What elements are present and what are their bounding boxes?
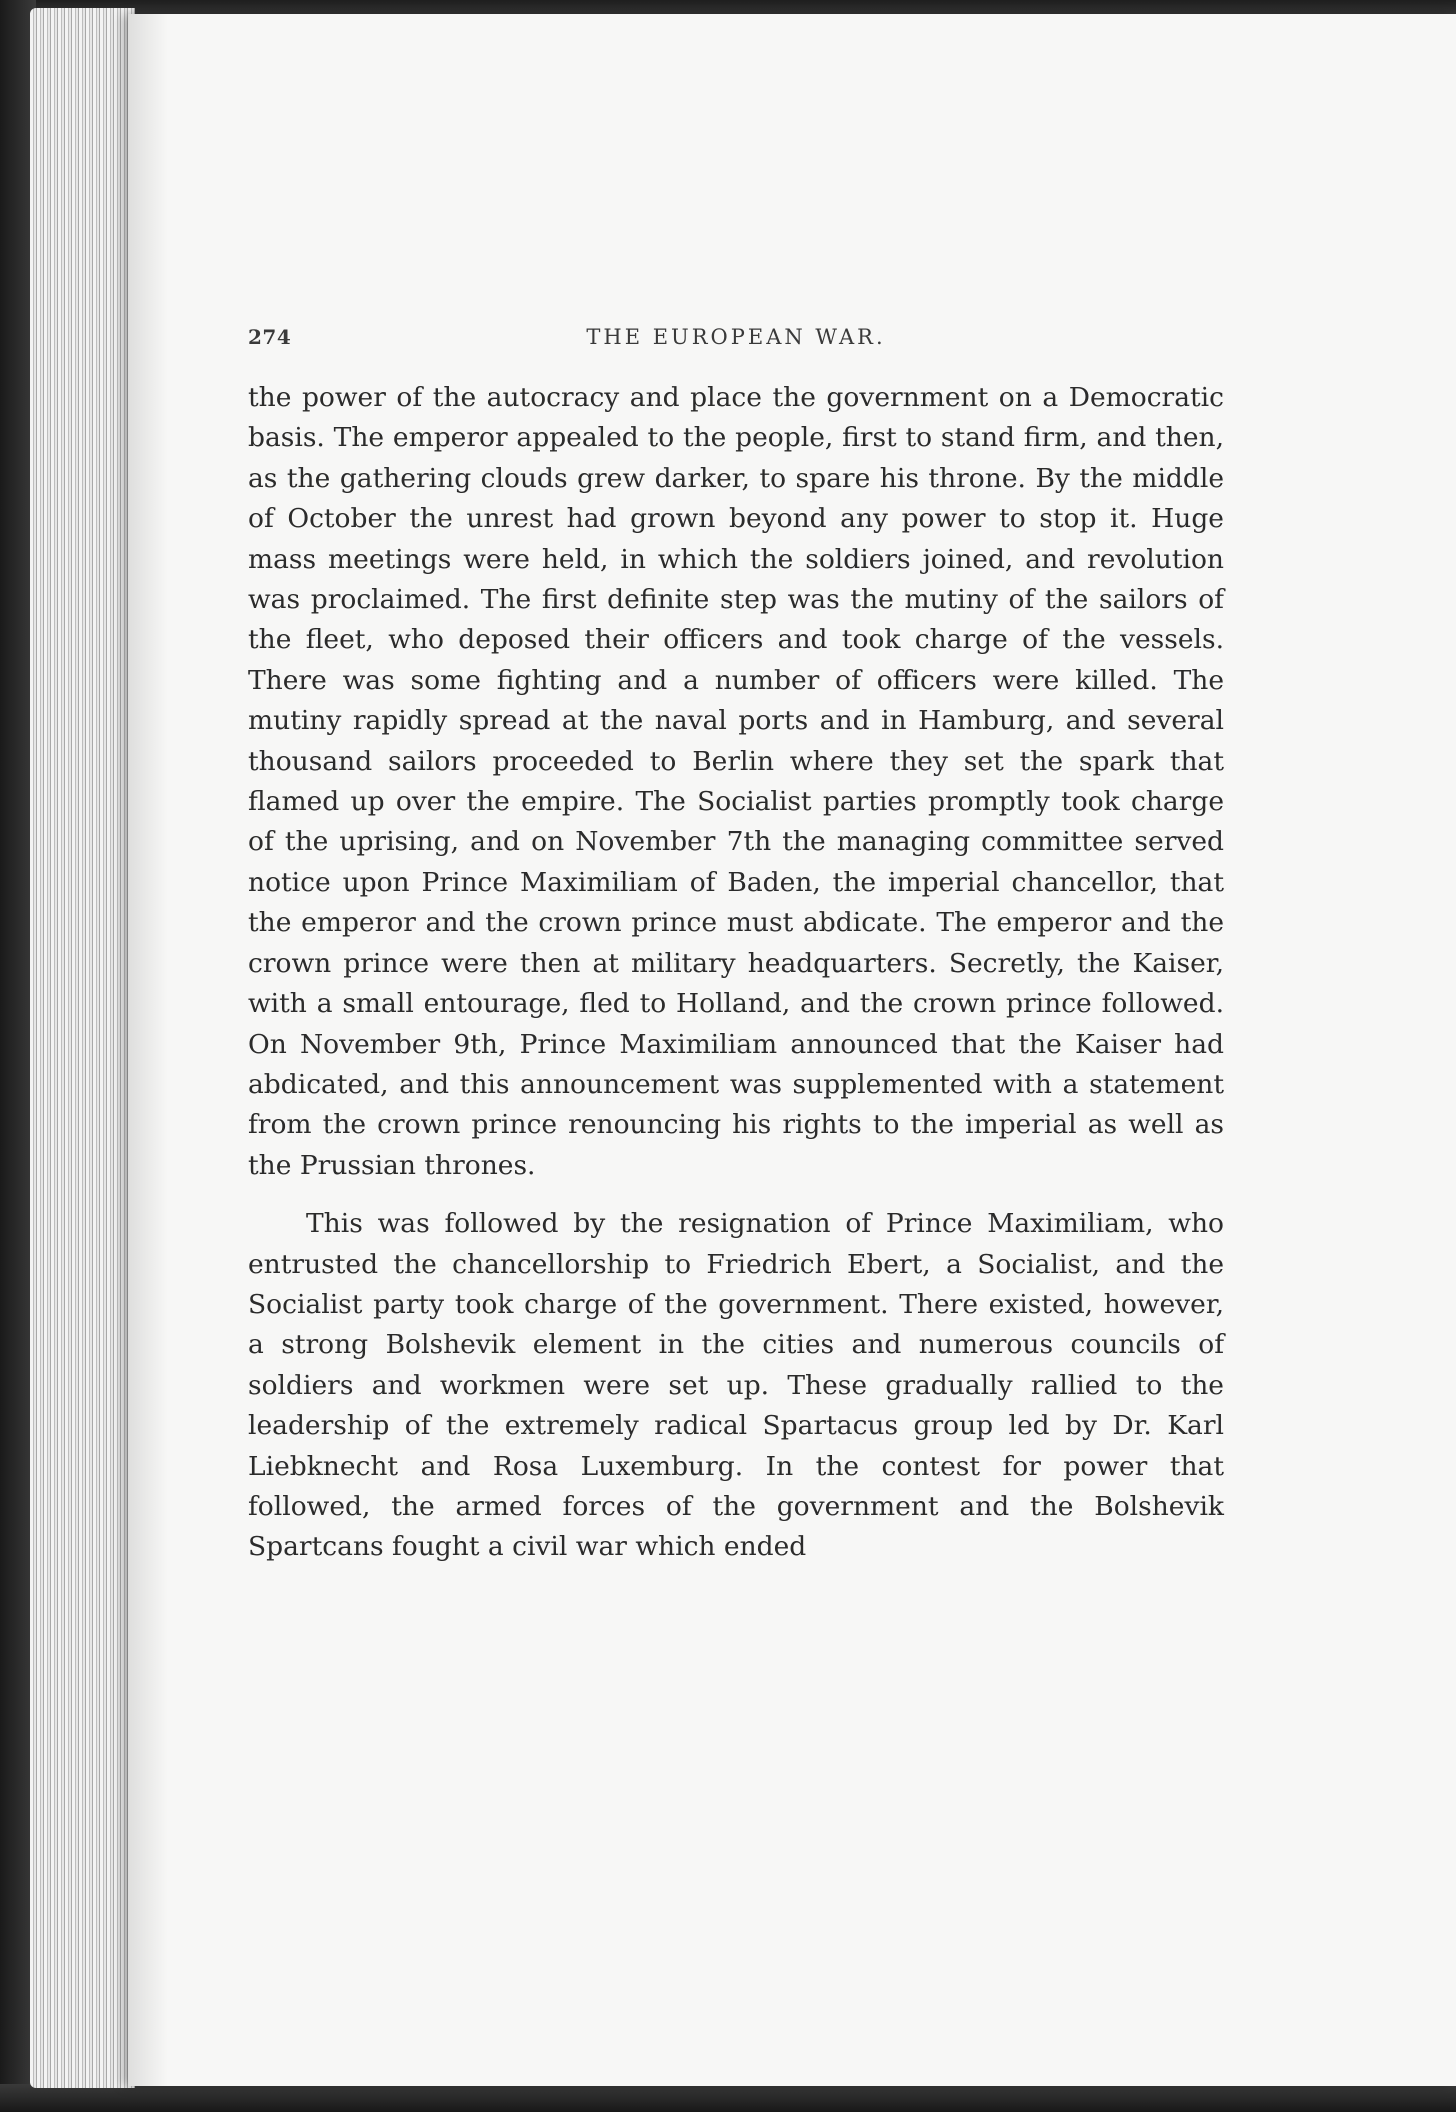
book-page-edges <box>30 8 135 2088</box>
scanner-frame-bottom <box>0 2084 1456 2112</box>
paragraph-2: This was followed by the resignation of Prince Maximiliam, who entrusted the chancellorship to Friedrich Ebert, a Socialist, and the Socialist party took charge of the government. There existed, however, a strong Bolshevik element in the cities and numerous councils of soldiers and workmen were set up. These gradually rallied to the leadership of the extremely radical Spartacus group led by Dr. Karl Liebknecht and Rosa Luxemburg. In the contest for power that followed, the armed forces of the government and the Bolshevik Spartcans fought a civil war which ended <box>248 1208 1224 1563</box>
running-head <box>248 313 1224 353</box>
page-gutter-shadow <box>128 14 168 2086</box>
body-text <box>248 378 1224 1568</box>
running-title: THE EUROPEAN WAR. <box>586 325 886 349</box>
paragraph-1: the power of the autocracy and place the government on a Democratic basis. The emperor appealed to the people, first to stand firm, and then, as the gathering clouds grew darker, to spare his throne. By the middle of October the unrest had grown beyond any power to stop it. Huge mass meetings were held, in which the soldiers joined, and revolution was proclaimed. The first definite step was the mutiny of the sailors of the fleet, who deposed their officers and took charge of the vessels. There was some fighting and a number of officers were killed. The mutiny rapidly spread at the naval ports and in Hamburg, and several thousand sailors proceeded to Berlin where they set the spark that flamed up over the empire. The Socialist parties promptly took charge of the uprising, and on November 7th the managing committee served notice upon Prince Maximiliam of Baden, the imperial chancellor, that the emperor and the crown prince must abdicate. The emperor and the crown prince were then at military headquarters. Secretly, the Kaiser, with a small entourage, fled to Holland, and the crown prince followed. On November 9th, Prince Maximiliam announced that the Kaiser had abdicated, and this announcement was supplemented with a statement from the crown prince renouncing his rights to the imperial as well as the Prussian thrones. <box>248 382 1224 1181</box>
page-number: 274 <box>248 325 292 349</box>
